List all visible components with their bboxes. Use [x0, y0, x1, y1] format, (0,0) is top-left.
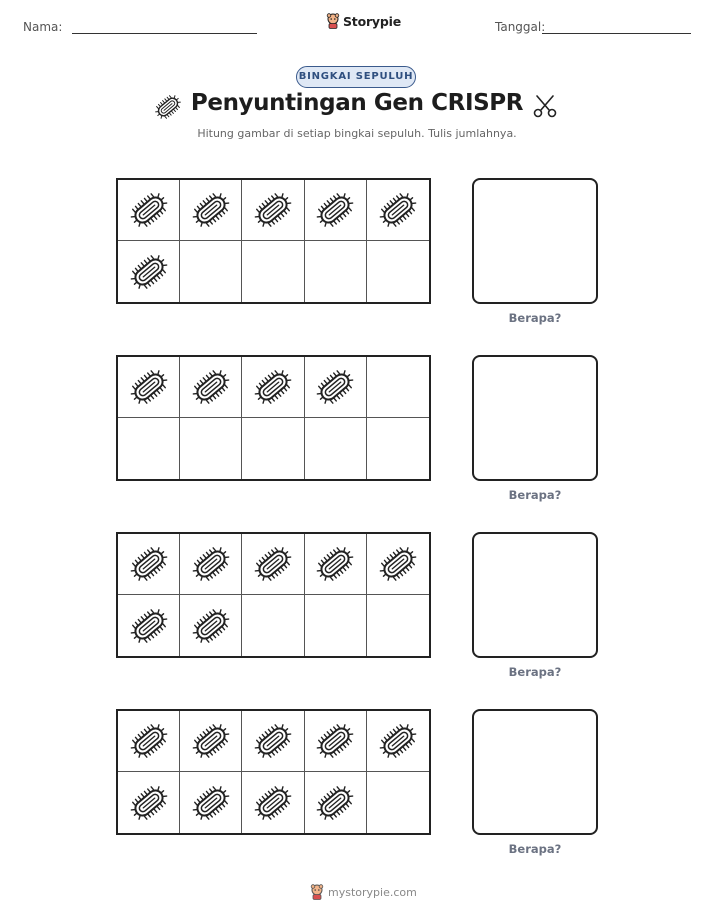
name-label: Nama: — [23, 20, 63, 34]
bacterium-icon — [129, 783, 169, 823]
ten-frame-cell — [180, 241, 242, 302]
bacterium-icon — [191, 544, 231, 584]
answer-box[interactable] — [472, 709, 598, 835]
ten-frame-cell — [367, 772, 429, 833]
ten-frame-cell — [242, 241, 304, 302]
scissors-icon — [532, 93, 558, 119]
ten-frame-cell — [118, 241, 180, 302]
ten-frame-cell — [242, 418, 304, 479]
ten-frame-cell — [118, 357, 180, 418]
bacterium-icon — [253, 783, 293, 823]
date-line[interactable] — [542, 33, 691, 34]
ten-frame-cell — [180, 595, 242, 656]
ten-frame-cell — [180, 180, 242, 241]
ten-frame-cell — [180, 418, 242, 479]
bacterium-icon — [315, 721, 355, 761]
ten-frame-cell — [242, 772, 304, 833]
ten-frame-cell — [180, 772, 242, 833]
answer-prompt: Berapa? — [508, 311, 562, 325]
bacterium-icon — [129, 544, 169, 584]
brand-logo — [326, 13, 401, 29]
bacterium-icon — [191, 783, 231, 823]
ten-frame-cell — [242, 357, 304, 418]
ten-frame-cell — [305, 711, 367, 772]
ten-frame-cell — [367, 711, 429, 772]
ten-frame — [116, 709, 431, 835]
ten-frame-cell — [118, 418, 180, 479]
ten-frame-cell — [305, 357, 367, 418]
ten-frame-cell — [242, 711, 304, 772]
footer-url: mystorypie.com — [328, 885, 417, 899]
bacterium-icon — [129, 367, 169, 407]
ten-frame-cell — [305, 180, 367, 241]
bacterium-icon — [191, 721, 231, 761]
bacterium-icon — [191, 190, 231, 230]
date-label: Tanggal: — [495, 20, 546, 34]
ten-frame — [116, 532, 431, 658]
bacterium-icon — [253, 721, 293, 761]
mascot-icon — [310, 884, 324, 900]
ten-frame-cell — [367, 534, 429, 595]
bacterium-icon — [253, 190, 293, 230]
mascot-icon — [326, 13, 340, 29]
ten-frame-cell — [180, 711, 242, 772]
ten-frame-cell — [367, 418, 429, 479]
ten-frame-cell — [305, 418, 367, 479]
brand-name: Storypie — [343, 13, 401, 29]
answer-prompt: Berapa? — [508, 665, 562, 679]
page-title: Penyuntingan Gen CRISPR — [190, 90, 524, 116]
bacterium-icon — [315, 783, 355, 823]
bacterium-icon — [378, 544, 418, 584]
ten-frame-cell — [305, 772, 367, 833]
ten-frame-cell — [305, 241, 367, 302]
ten-frame-cell — [305, 534, 367, 595]
ten-frame-cell — [180, 534, 242, 595]
bacterium-icon — [129, 252, 169, 292]
instructions: Hitung gambar di setiap bingkai sepuluh. Tulis jumlahnya. — [197, 127, 517, 140]
bacterium-icon — [315, 544, 355, 584]
ten-frame-cell — [242, 595, 304, 656]
ten-frame-cell — [367, 595, 429, 656]
ten-frame-cell — [118, 711, 180, 772]
ten-frame-cell — [242, 180, 304, 241]
ten-frame-cell — [305, 595, 367, 656]
answer-box[interactable] — [472, 532, 598, 658]
bacterium-icon — [129, 190, 169, 230]
ten-frame-cell — [242, 534, 304, 595]
ten-frame-cell — [367, 357, 429, 418]
ten-frame-cell — [118, 180, 180, 241]
bacterium-icon — [253, 367, 293, 407]
ten-frame — [116, 178, 431, 304]
bacterium-icon — [315, 190, 355, 230]
name-line[interactable] — [72, 33, 257, 34]
answer-box[interactable] — [472, 178, 598, 304]
bacterium-icon — [253, 544, 293, 584]
ten-frame-cell — [118, 772, 180, 833]
answer-prompt: Berapa? — [508, 842, 562, 856]
ten-frame — [116, 355, 431, 481]
answer-box[interactable] — [472, 355, 598, 481]
bacterium-icon — [191, 367, 231, 407]
ten-frame-cell — [367, 180, 429, 241]
bacterium-icon — [378, 721, 418, 761]
ten-frame-cell — [118, 534, 180, 595]
category-badge: BINGKAI SEPULUH — [296, 66, 416, 88]
bacterium-icon — [129, 721, 169, 761]
ten-frame-cell — [118, 595, 180, 656]
footer — [310, 884, 417, 900]
answer-prompt: Berapa? — [508, 488, 562, 502]
ten-frame-cell — [367, 241, 429, 302]
ten-frame-cell — [180, 357, 242, 418]
bacterium-icon — [191, 606, 231, 646]
bacterium-icon — [378, 190, 418, 230]
bacterium-icon — [315, 367, 355, 407]
bacterium-icon — [129, 606, 169, 646]
